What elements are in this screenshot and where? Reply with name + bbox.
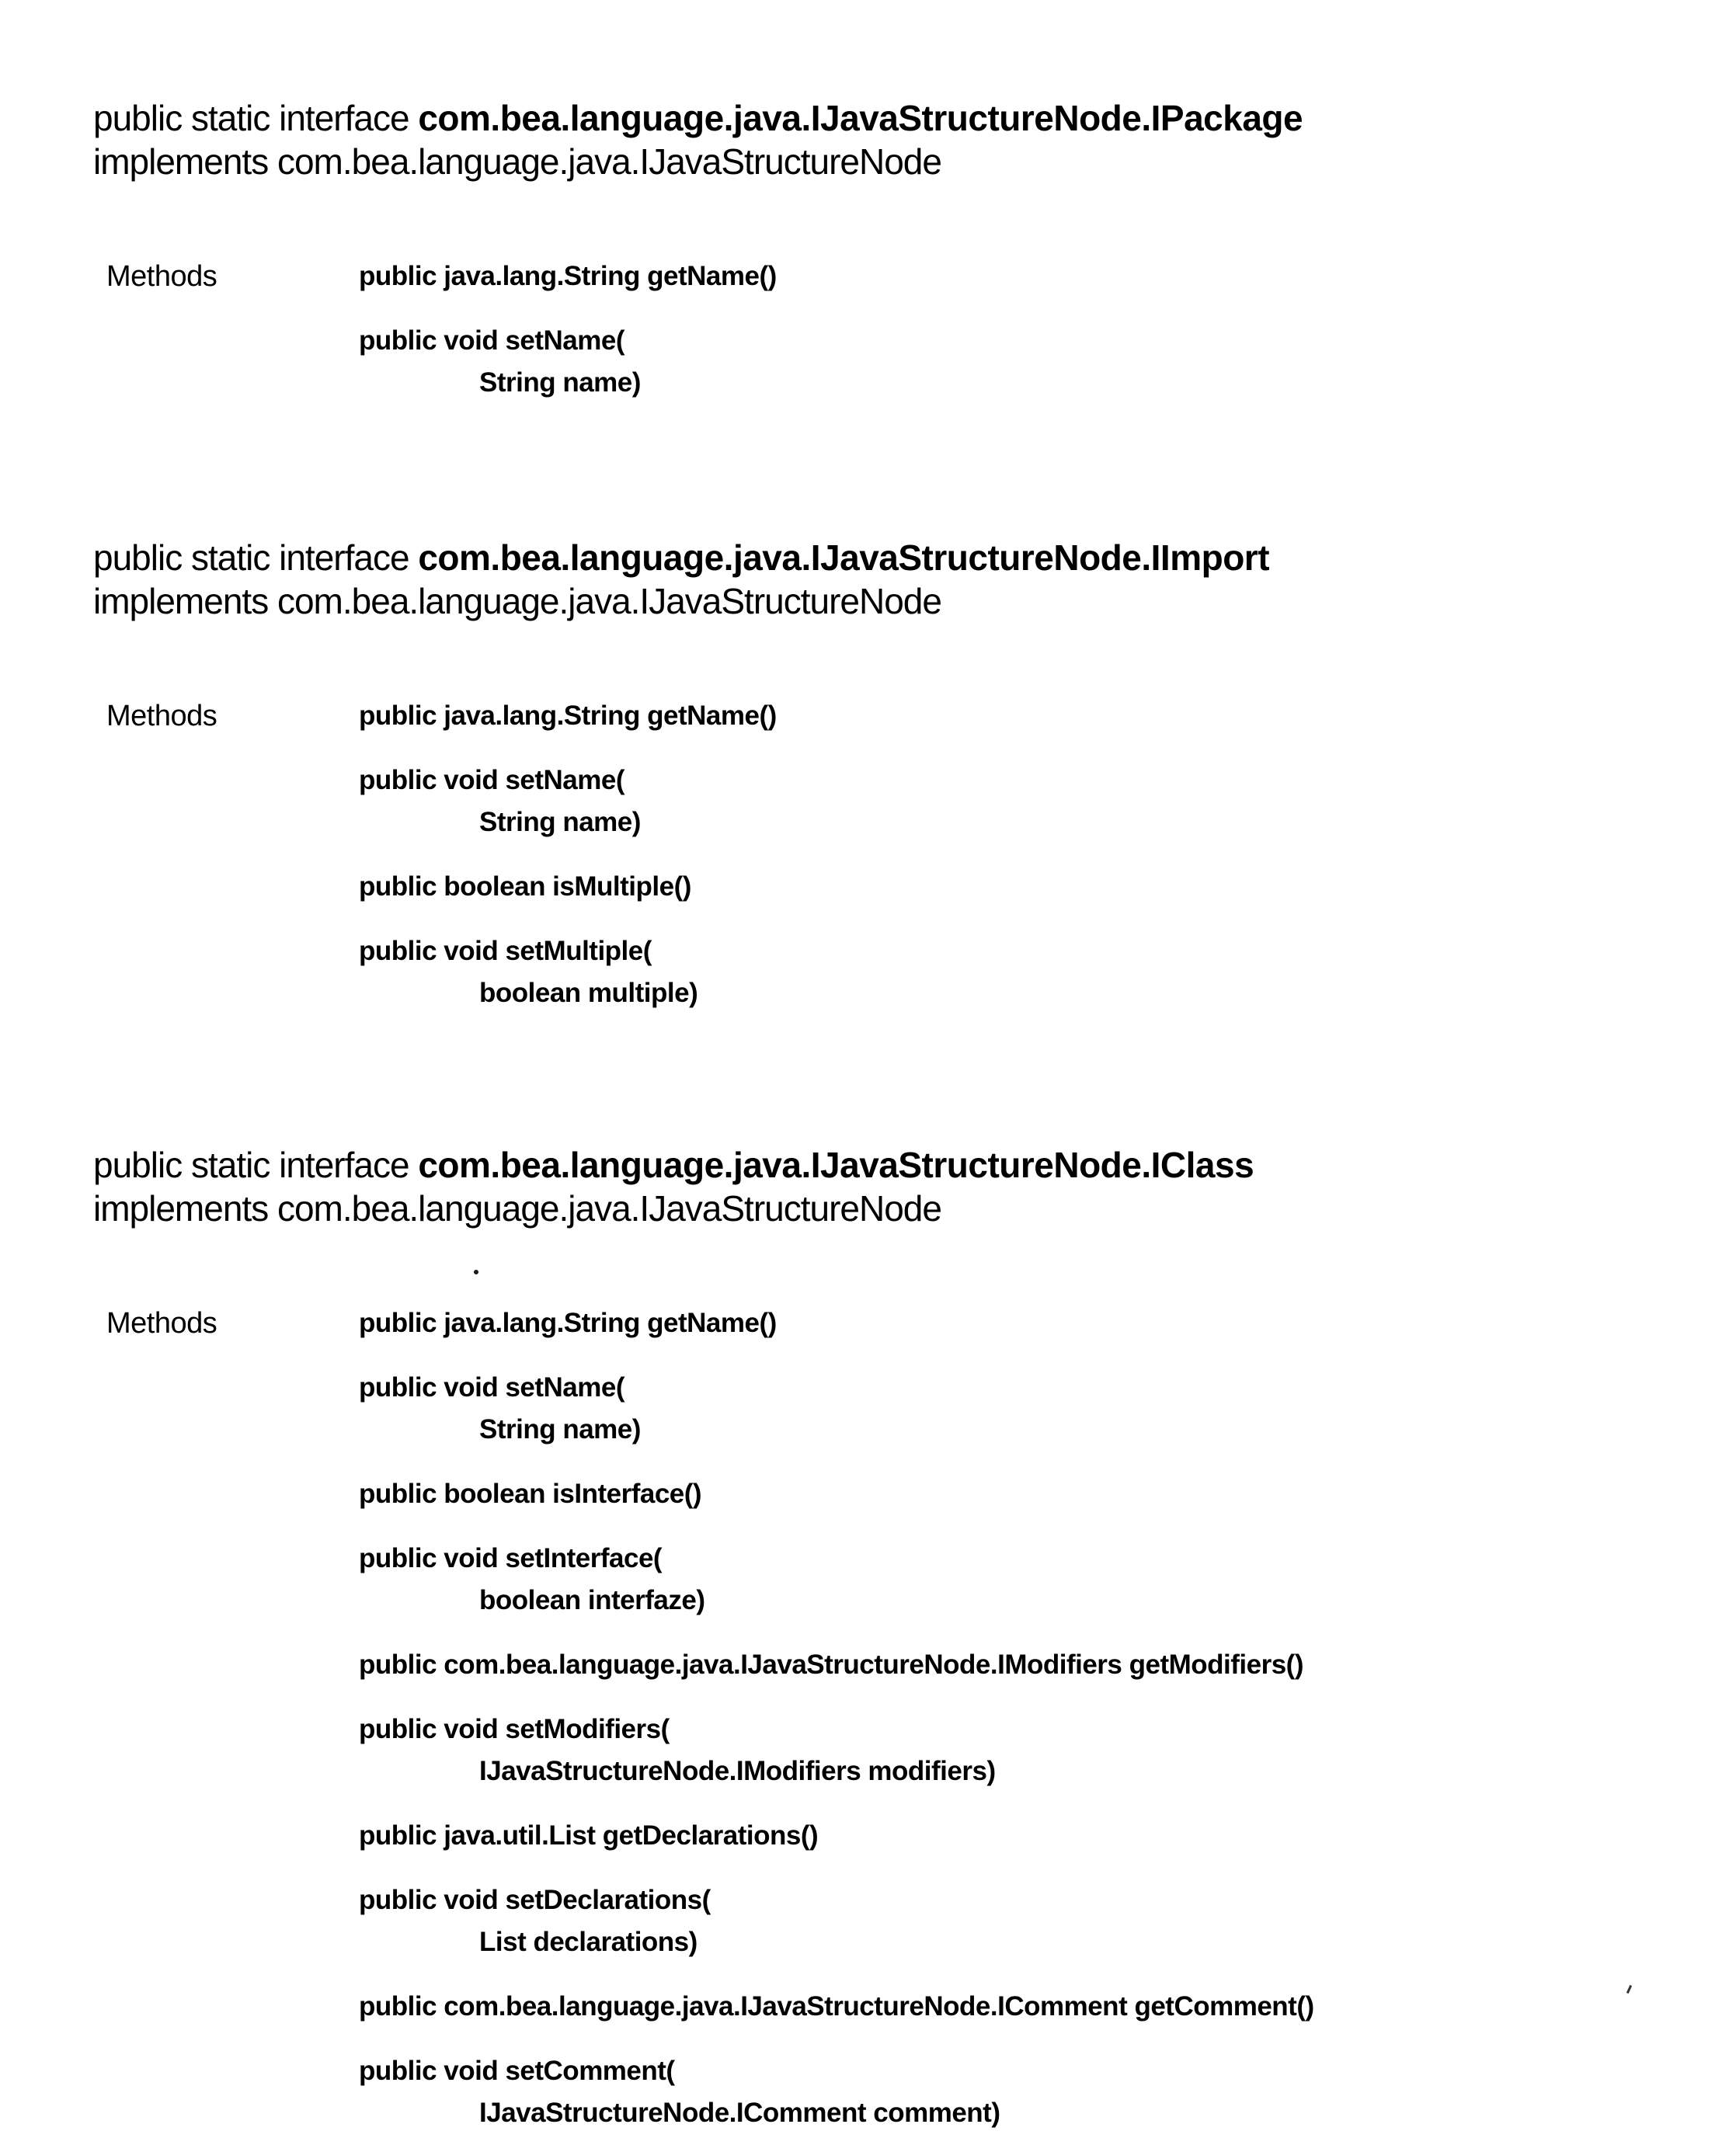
method-param: String name) <box>479 1414 641 1444</box>
method-signature: public void setName( <box>359 1372 625 1403</box>
declaration-prefix: public static interface <box>93 1145 409 1185</box>
method-entry <box>359 1367 1736 1451</box>
method-param: boolean multiple) <box>479 978 698 1008</box>
method-entry <box>359 866 1736 908</box>
method-param: String name) <box>479 367 641 398</box>
interface-declaration <box>93 536 1736 579</box>
method-signature: public com.bea.language.java.IJavaStructureNode.IModifiers getModifiers() <box>359 1650 1303 1680</box>
method-entry <box>359 760 1736 843</box>
method-param: String name) <box>479 807 641 837</box>
implements-line: implements com.bea.language.java.IJavaStructureNode <box>93 1188 941 1229</box>
method-signature: public void setDeclarations( <box>359 1885 711 1915</box>
implements-line: implements com.bea.language.java.IJavaStructureNode <box>93 141 941 182</box>
methods-list <box>359 695 1736 1014</box>
method-signature: public java.lang.String getName() <box>359 1308 777 1338</box>
declaration-prefix: public static interface <box>93 537 409 578</box>
method-signature: public void setModifiers( <box>359 1714 670 1744</box>
methods-label: Methods <box>106 1307 217 1340</box>
interface-name: com.bea.language.java.IJavaStructureNode.IImport <box>418 537 1270 578</box>
method-entry <box>359 695 1736 737</box>
interface-declaration <box>93 1143 1736 1187</box>
method-param: List declarations) <box>479 1927 698 1957</box>
method-signature: public java.lang.String getName() <box>359 261 777 291</box>
interface-name: com.bea.language.java.IJavaStructureNode.IPackage <box>418 98 1303 138</box>
implements-line: implements com.bea.language.java.IJavaStructureNode <box>93 581 941 621</box>
method-entry <box>359 1879 1736 1963</box>
method-signature: public boolean isInterface() <box>359 1479 702 1509</box>
interface-name: com.bea.language.java.IJavaStructureNode.IClass <box>418 1145 1254 1185</box>
method-signature: public void setName( <box>359 325 625 356</box>
methods-row <box>0 256 1736 404</box>
method-signature: public void setInterface( <box>359 1543 663 1573</box>
method-signature: public java.lang.String getName() <box>359 701 777 731</box>
methods-row <box>0 695 1736 1014</box>
declaration-prefix: public static interface <box>93 98 409 138</box>
methods-list <box>359 256 1736 404</box>
method-entry <box>359 2050 1736 2134</box>
method-entry <box>359 320 1736 404</box>
method-param: IJavaStructureNode.IModifiers modifiers) <box>479 1756 996 1786</box>
method-signature: public void setComment( <box>359 2056 675 2086</box>
method-entry <box>359 256 1736 297</box>
methods-list <box>359 1302 1736 2134</box>
method-entry <box>359 1538 1736 1622</box>
method-entry <box>359 1473 1736 1515</box>
interface-section-ipackage <box>0 96 1736 404</box>
method-entry <box>359 1815 1736 1857</box>
method-signature: public void setName( <box>359 765 625 795</box>
scan-artifact-dot <box>474 1270 478 1274</box>
method-entry <box>359 1302 1736 1344</box>
method-signature: public java.util.List getDeclarations() <box>359 1820 819 1851</box>
interface-section-iimport <box>0 536 1736 1014</box>
method-entry <box>359 1986 1736 2028</box>
method-entry <box>359 930 1736 1014</box>
method-entry <box>359 1644 1736 1686</box>
method-param: IJavaStructureNode.IComment comment) <box>479 2098 1000 2128</box>
method-entry <box>359 1709 1736 1792</box>
interface-section-iclass <box>0 1143 1736 2134</box>
interface-declaration <box>93 96 1736 140</box>
method-signature: public void setMultiple( <box>359 936 652 966</box>
method-signature: public boolean isMultiple() <box>359 871 691 902</box>
methods-label: Methods <box>106 700 217 732</box>
methods-label: Methods <box>106 260 217 293</box>
methods-row <box>0 1302 1736 2134</box>
method-param: boolean interfaze) <box>479 1585 705 1615</box>
method-signature: public com.bea.language.java.IJavaStructureNode.IComment getComment() <box>359 1991 1314 2022</box>
